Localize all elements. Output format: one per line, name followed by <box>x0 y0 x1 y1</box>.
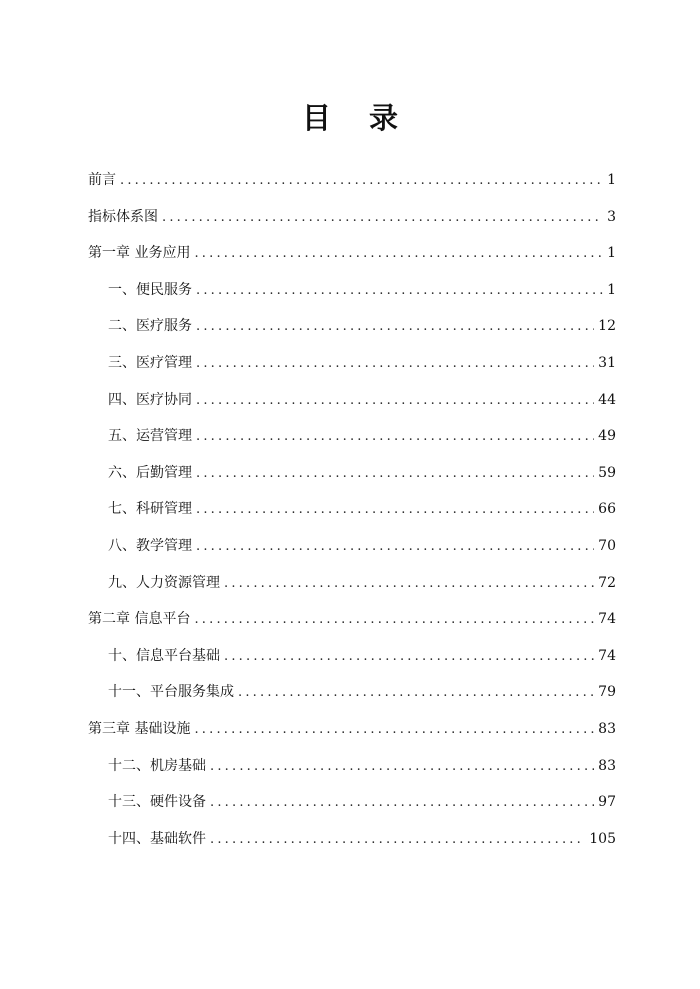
toc-page-number: 1 <box>607 281 616 298</box>
toc-entry-label: 第一章 业务应用 <box>88 245 191 262</box>
toc-leader-dots <box>238 680 594 706</box>
toc-entry-label: 十四、基础软件 <box>108 830 206 847</box>
toc-entry-label: 前言 <box>88 172 116 188</box>
toc-entry[interactable] <box>88 533 616 570</box>
toc-entry[interactable] <box>88 460 616 497</box>
toc-leader-dots <box>120 168 603 194</box>
toc-entry-label: 十二、机房基础 <box>108 757 206 774</box>
toc-entry[interactable] <box>88 496 616 533</box>
toc-entry[interactable] <box>88 643 616 680</box>
toc-entry-label: 第二章 信息平台 <box>88 611 191 628</box>
toc-leader-dots <box>224 644 594 670</box>
toc-entry-label: 十、信息平台基础 <box>108 647 220 664</box>
toc-leader-dots <box>194 241 603 267</box>
toc-entry-label: 八、教学管理 <box>108 537 192 554</box>
toc-leader-dots <box>194 607 594 633</box>
toc-page-number: 83 <box>598 757 616 774</box>
toc-entry[interactable] <box>88 423 616 460</box>
toc-entry-label: 四、医疗协同 <box>108 391 192 408</box>
toc-entry-label: 七、科研管理 <box>108 501 192 518</box>
toc-page-number: 12 <box>598 318 616 335</box>
toc-page-number: 1 <box>607 245 616 262</box>
toc-page-number: 105 <box>589 830 616 847</box>
page-title: 目 录 <box>301 101 413 135</box>
toc-entry[interactable] <box>88 240 616 277</box>
toc-leader-dots <box>210 827 585 853</box>
toc-entry-label: 六、后勤管理 <box>108 464 192 481</box>
toc-page-number: 97 <box>598 794 616 811</box>
toc-entry[interactable] <box>88 606 616 643</box>
toc-leader-dots <box>210 790 594 816</box>
toc-leader-dots <box>224 571 594 597</box>
toc-entry[interactable] <box>88 716 616 753</box>
toc-leader-dots <box>196 278 603 304</box>
toc-page-number: 83 <box>598 720 616 737</box>
toc-entry[interactable] <box>88 679 616 716</box>
toc-page-number: 66 <box>598 501 616 518</box>
toc-entry-label: 一、便民服务 <box>108 281 192 298</box>
toc-entry[interactable] <box>88 387 616 424</box>
toc-leader-dots <box>162 205 603 231</box>
toc-page-number: 31 <box>598 354 616 371</box>
toc-leader-dots <box>196 424 594 450</box>
toc-entry-label: 十一、平台服务集成 <box>108 684 234 701</box>
toc-entry[interactable] <box>88 789 616 826</box>
toc-leader-dots <box>196 497 594 523</box>
toc-entry-label: 十三、硬件设备 <box>108 794 206 811</box>
toc-page-number: 74 <box>598 611 616 628</box>
toc-leader-dots <box>194 717 594 743</box>
toc-page-number: 79 <box>598 684 616 701</box>
toc-entry[interactable] <box>88 167 616 204</box>
toc-page-number: 3 <box>607 208 616 225</box>
toc-page-number: 49 <box>598 428 616 445</box>
toc-leader-dots <box>196 534 594 560</box>
toc-entry[interactable] <box>88 204 616 241</box>
toc-leader-dots <box>196 461 594 487</box>
toc-entry-label: 五、运营管理 <box>108 428 192 445</box>
toc-entry-label: 第三章 基础设施 <box>88 720 191 737</box>
toc-page-number: 44 <box>598 391 616 408</box>
toc-entry[interactable] <box>88 826 616 863</box>
toc-leader-dots <box>210 754 594 780</box>
toc-entry[interactable] <box>88 570 616 607</box>
toc-page-number: 74 <box>598 647 616 664</box>
toc-entry-label: 指标体系图 <box>88 208 158 225</box>
toc-page-number: 72 <box>598 574 616 591</box>
toc-entry[interactable] <box>88 313 616 350</box>
table-of-contents <box>88 167 616 862</box>
toc-entry[interactable] <box>88 753 616 790</box>
toc-entry[interactable] <box>88 350 616 387</box>
toc-leader-dots <box>196 388 594 414</box>
toc-entry-label: 九、人力资源管理 <box>108 574 220 591</box>
toc-page-number: 59 <box>598 464 616 481</box>
toc-entry-label: 二、医疗服务 <box>108 318 192 335</box>
toc-page-number: 1 <box>607 172 616 188</box>
toc-entry[interactable] <box>88 277 616 314</box>
toc-entry-label: 三、医疗管理 <box>108 354 192 371</box>
toc-leader-dots <box>196 314 594 340</box>
toc-page-number: 70 <box>598 537 616 554</box>
toc-leader-dots <box>196 351 594 377</box>
